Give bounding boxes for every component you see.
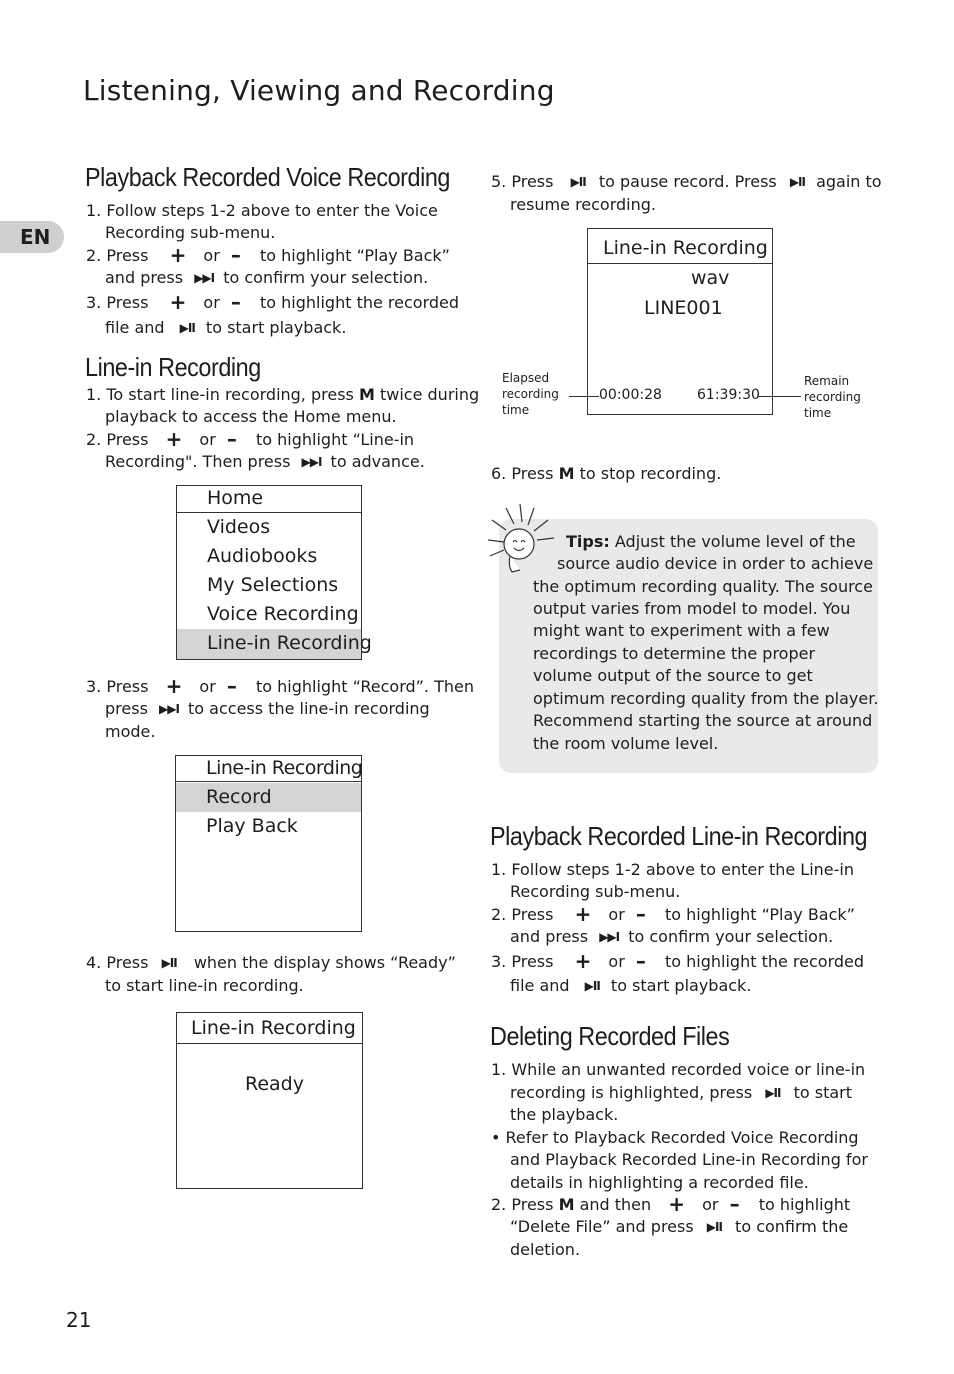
menu-item-my-selections[interactable]: My Selections bbox=[207, 574, 339, 596]
tips-line-2: source audio device in order to achieve bbox=[557, 554, 874, 573]
plus-icon: + bbox=[165, 674, 183, 698]
heading-deleting: Deleting Recorded Files bbox=[490, 1021, 730, 1051]
lip-step-1: 1. Follow steps 1-2 above to enter the Line-in bbox=[491, 860, 854, 879]
page-number: 21 bbox=[66, 1308, 92, 1332]
voice-step-2-cont: and press ▶▶I to confirm your selection. bbox=[105, 268, 429, 287]
record-menu-screen bbox=[175, 755, 362, 932]
lip-step-2-cont: and press ▶▶I to confirm your selection. bbox=[510, 927, 834, 946]
linein-step-1-cont: playback to access the Home menu. bbox=[105, 407, 397, 426]
play-pause-icon: ▶II bbox=[570, 175, 586, 189]
tips-line-8: optimum recording quality from the player. bbox=[533, 689, 879, 708]
tips-line-9: Recommend starting the source at around bbox=[533, 711, 873, 730]
heading-playback-line-in: Playback Recorded Line-in Recording bbox=[490, 821, 868, 851]
del-step-1-cont2: the playback. bbox=[510, 1105, 619, 1124]
linein-step-3: 3. Press + or – to highlight “Record”. Then bbox=[86, 674, 474, 698]
linein-step-5-cont: resume recording. bbox=[510, 195, 656, 214]
heading-line-in: Line-in Recording bbox=[85, 352, 261, 382]
del-step-1: 1. While an unwanted recorded voice or line-in bbox=[491, 1060, 866, 1079]
menu-item-line-in-recording[interactable]: Line-in Recording bbox=[177, 629, 361, 659]
minus-icon: – bbox=[230, 243, 241, 267]
minus-icon: – bbox=[729, 1192, 740, 1216]
play-pause-icon: ▶II bbox=[765, 1086, 781, 1100]
menu-title: Line-in Recording bbox=[176, 756, 361, 782]
linein-step-2-cont: Recording". Then press ▶▶I to advance. bbox=[105, 452, 425, 471]
plus-icon: + bbox=[169, 243, 187, 267]
tips-line-5: might want to experiment with a few bbox=[533, 621, 830, 640]
plus-icon: + bbox=[668, 1192, 686, 1216]
status-text: Ready bbox=[245, 1073, 304, 1095]
remain-label: Remain recording time bbox=[804, 374, 861, 420]
remain-leader-line bbox=[757, 396, 801, 397]
menu-item-voice-recording[interactable]: Voice Recording bbox=[207, 603, 359, 625]
plus-icon: + bbox=[574, 949, 592, 973]
voice-step-1-cont: Recording sub-menu. bbox=[105, 223, 276, 242]
del-bullet-1-cont2: details in highlighting a recorded file. bbox=[510, 1173, 809, 1192]
linein-step-4: 4. Press ▶II when the display shows “Ready” bbox=[86, 953, 456, 972]
play-pause-icon: ▶II bbox=[789, 175, 805, 189]
ready-screen bbox=[176, 1012, 363, 1189]
next-icon: ▶▶I bbox=[301, 455, 322, 469]
next-icon: ▶▶I bbox=[159, 702, 179, 716]
menu-item-play-back[interactable]: Play Back bbox=[206, 815, 298, 837]
remain-time: 61:39:30 bbox=[697, 387, 760, 403]
lightbulb-icon bbox=[484, 500, 564, 582]
recording-screen bbox=[587, 228, 773, 415]
voice-step-3-cont: file and ▶II to start playback. bbox=[105, 318, 347, 337]
menu-item-record[interactable]: Record bbox=[176, 783, 361, 812]
del-bullet-1-cont: and Playback Recorded Line-in Recording for bbox=[510, 1150, 868, 1169]
del-step-1-cont: recording is highlighted, press ▶II to start bbox=[510, 1083, 852, 1102]
next-icon: ▶▶I bbox=[194, 271, 215, 285]
del-bullet-1: • Refer to Playback Recorded Voice Recording bbox=[491, 1128, 859, 1147]
file-name: LINE001 bbox=[644, 297, 723, 319]
page-title: Listening, Viewing and Recording bbox=[83, 74, 555, 107]
minus-icon: – bbox=[635, 949, 646, 973]
del-step-2-cont: “Delete File” and press ▶II to confirm the bbox=[510, 1217, 849, 1236]
format-text: wav bbox=[691, 267, 730, 289]
del-step-2-cont2: deletion. bbox=[510, 1240, 581, 1259]
screen-title: Line-in Recording bbox=[588, 229, 772, 264]
lip-step-3-cont: file and ▶II to start playback. bbox=[510, 976, 752, 995]
plus-icon: + bbox=[169, 290, 187, 314]
home-menu-screen bbox=[176, 485, 372, 660]
del-step-2: 2. Press M and then + or – to highlight bbox=[491, 1192, 851, 1216]
voice-step-2: 2. Press + or – to highlight “Play Back” bbox=[86, 243, 450, 267]
plus-icon: + bbox=[165, 427, 183, 451]
play-pause-icon: ▶II bbox=[706, 1220, 722, 1234]
elapsed-leader-line bbox=[569, 396, 599, 397]
minus-icon: – bbox=[635, 902, 646, 926]
next-icon: ▶▶I bbox=[599, 930, 620, 944]
minus-icon: – bbox=[230, 290, 241, 314]
elapsed-time: 00:00:28 bbox=[599, 387, 662, 403]
lip-step-3: 3. Press + or – to highlight the recorded bbox=[491, 949, 865, 973]
voice-step-3: 3. Press + or – to highlight the recorded bbox=[86, 290, 460, 314]
tips-line-4: output varies from model to model. You bbox=[533, 599, 851, 618]
play-pause-icon: ▶II bbox=[161, 956, 177, 970]
tips-line-3: the optimum recording quality. The source bbox=[533, 577, 873, 596]
play-pause-icon: ▶II bbox=[179, 321, 195, 335]
screen-title: Line-in Recording bbox=[177, 1013, 362, 1044]
elapsed-label: Elapsed recording time bbox=[502, 371, 559, 417]
linein-step-1: 1. To start line-in recording, press M twice during bbox=[86, 385, 480, 404]
linein-step-5: 5. Press ▶II to pause record. Press ▶II again to bbox=[491, 172, 882, 191]
tips-line-7: volume output of the source to get bbox=[533, 666, 813, 685]
menu-item-audiobooks[interactable]: Audiobooks bbox=[207, 545, 318, 567]
plus-icon: + bbox=[574, 902, 592, 926]
linein-step-2: 2. Press + or – to highlight “Line-in bbox=[86, 427, 415, 451]
minus-icon: – bbox=[226, 674, 237, 698]
heading-playback-voice: Playback Recorded Voice Recording bbox=[85, 162, 450, 192]
menu-item-videos[interactable]: Videos bbox=[207, 516, 271, 538]
tips-line-6: recordings to determine the proper bbox=[533, 644, 816, 663]
voice-step-1: 1. Follow steps 1-2 above to enter the Voice bbox=[86, 201, 438, 220]
play-pause-icon: ▶II bbox=[584, 979, 600, 993]
lip-step-1-cont: Recording sub-menu. bbox=[510, 882, 681, 901]
linein-step-4-cont: to start line-in recording. bbox=[105, 976, 304, 995]
tips-line-10: the room volume level. bbox=[533, 734, 719, 753]
linein-step-6: 6. Press M to stop recording. bbox=[491, 464, 722, 483]
linein-step-3-cont: press ▶▶I to access the line-in recording bbox=[105, 699, 430, 718]
minus-icon: – bbox=[226, 427, 237, 451]
tips-line-1: Tips: Adjust the volume level of the bbox=[566, 532, 856, 551]
menu-title: Home bbox=[177, 486, 361, 513]
lip-step-2: 2. Press + or – to highlight “Play Back” bbox=[491, 902, 855, 926]
linein-step-3-cont2: mode. bbox=[105, 722, 156, 741]
language-tab: EN bbox=[0, 221, 64, 253]
